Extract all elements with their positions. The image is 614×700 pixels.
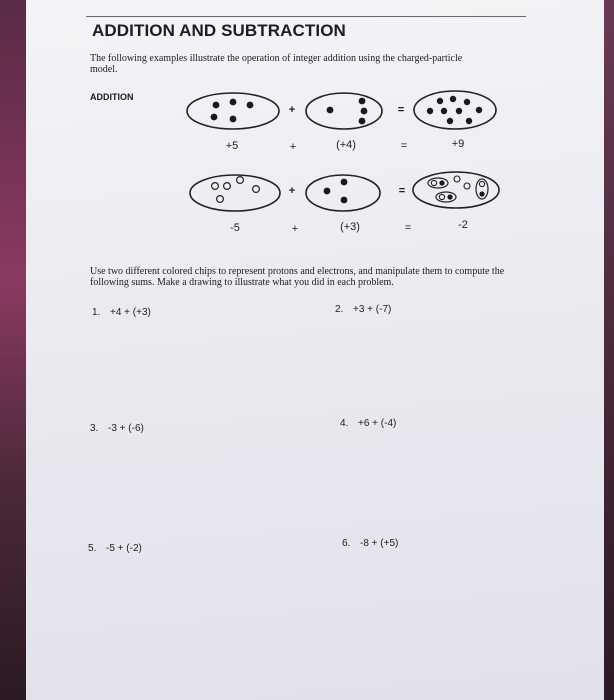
positive-chip <box>464 99 470 105</box>
problem-2 <box>335 304 391 315</box>
worksheet-page <box>26 0 604 700</box>
example-2-second-group <box>306 175 380 211</box>
example-1-first-label: +5 <box>225 140 239 152</box>
positive-chip <box>341 179 348 186</box>
intro-text: The following examples illustrate the operation of integer addition using the charged-particle model. <box>90 53 463 75</box>
example-1-result-label: +9 <box>451 138 465 150</box>
problem-number: 1. <box>92 307 101 318</box>
positive-chip <box>447 118 453 124</box>
positive-chip <box>450 96 456 102</box>
positive-chip <box>230 116 237 123</box>
example-2-plus-label: + <box>291 223 299 235</box>
example-1-first-group <box>187 93 279 129</box>
problem-number: 3. <box>90 423 99 434</box>
example-diagrams <box>26 0 604 700</box>
positive-chip <box>476 107 482 113</box>
example-2-result-group <box>413 172 499 208</box>
positive-chip <box>359 98 366 105</box>
example-2-first-label: -5 <box>230 222 240 234</box>
negative-chip <box>454 176 460 182</box>
negative-chip <box>212 183 219 190</box>
example-2-equals-label: = <box>404 222 412 234</box>
positive-chip <box>213 102 220 109</box>
example-2-first-group <box>190 175 280 211</box>
example-1-plus-label: + <box>289 141 297 153</box>
positive-chip <box>437 98 443 104</box>
negative-chip <box>253 186 260 193</box>
positive-chip <box>211 114 218 121</box>
positive-chip <box>230 99 237 106</box>
page-title: ADDITION AND SUBTRACTION <box>92 21 346 40</box>
example-2-result-label: -2 <box>458 219 468 231</box>
problem-number: 5. <box>88 543 97 554</box>
positive-chip <box>341 197 348 204</box>
problem-5 <box>88 543 142 554</box>
problem-3 <box>90 423 144 434</box>
problem-expression: -5 + (-2) <box>106 543 142 554</box>
negative-chip <box>237 177 244 184</box>
example-1-result-group <box>414 91 496 129</box>
positive-chip <box>324 188 331 195</box>
positive-chip <box>359 118 366 125</box>
negative-chip <box>224 183 231 190</box>
example-1-second-label: (+4) <box>336 139 356 151</box>
problem-4 <box>340 418 396 429</box>
problem-expression: +6 + (-4) <box>358 418 397 429</box>
problem-number: 6. <box>342 538 351 549</box>
positive-chip <box>441 108 447 114</box>
positive-chip <box>247 102 254 109</box>
example-2-second-label: (+3) <box>340 221 360 233</box>
positive-chip <box>327 107 334 114</box>
example-1-second-group <box>306 93 382 129</box>
problem-1 <box>92 307 151 318</box>
positive-chip <box>466 118 472 124</box>
problem-expression: +4 + (+3) <box>110 307 151 318</box>
example-1-plus-sign: + <box>288 104 296 116</box>
example-1-equals-label: = <box>400 140 408 152</box>
problem-expression: -3 + (-6) <box>108 423 144 434</box>
problem-number: 4. <box>340 418 349 429</box>
positive-chip <box>361 108 368 115</box>
positive-chip <box>427 108 433 114</box>
problem-number: 2. <box>335 304 344 315</box>
negative-chip <box>217 196 224 203</box>
example-2-plus-sign: + <box>288 185 296 197</box>
section-label-addition: ADDITION <box>90 92 134 102</box>
instructions-text: Use two different colored chips to represent protons and electrons, and manipulate them to compute the following sums. Make a drawing to illustrate what you did in each problem. <box>90 266 505 288</box>
example-2-equals-sign: = <box>398 185 406 197</box>
problem-6 <box>342 538 398 549</box>
problem-expression: +3 + (-7) <box>353 304 392 315</box>
negative-chip <box>464 183 470 189</box>
positive-chip <box>456 108 462 114</box>
example-1-equals-sign: = <box>397 104 405 116</box>
problem-expression: -8 + (+5) <box>360 538 399 549</box>
